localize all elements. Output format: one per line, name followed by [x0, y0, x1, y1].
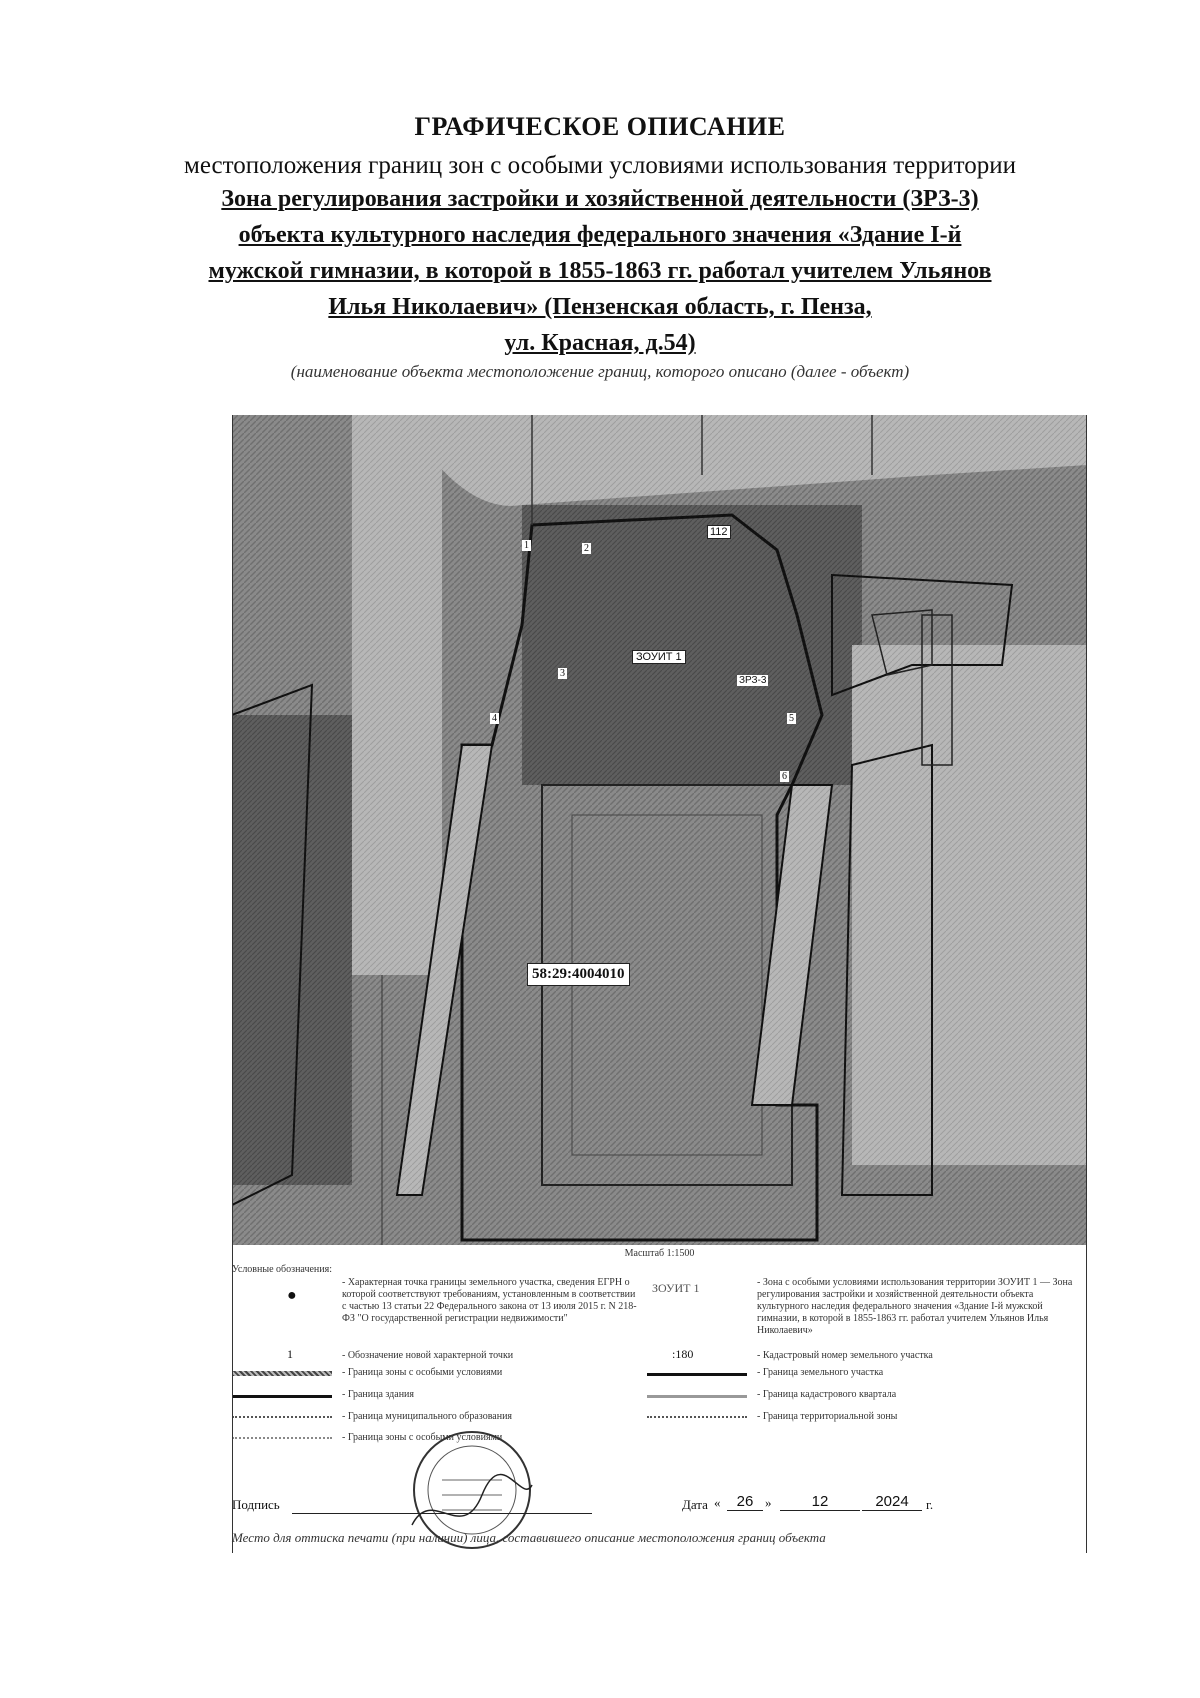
- legend-hatch-symbol: [232, 1371, 332, 1376]
- map-scale: Масштаб 1:1500: [624, 1248, 695, 1259]
- object-name-line-2: объекта культурного наследия федерального значения «Здание I-й: [238, 222, 962, 248]
- legend-quarter-symbol: [647, 1395, 747, 1398]
- legend-dotted-symbol: [232, 1416, 332, 1418]
- legend-thick-symbol: [232, 1395, 332, 1398]
- document-title: ГРАФИЧЕСКОЕ ОПИСАНИЕ: [414, 112, 786, 141]
- legend-cadnum-symbol: :180: [672, 1347, 694, 1361]
- legend-left-4-text: - Граница здания: [342, 1389, 415, 1400]
- point-label-2: 2: [584, 543, 589, 554]
- legend-left-6-text: - Граница зоны с особыми условиями: [342, 1432, 503, 1443]
- legend-point-symbol: 1: [287, 1347, 293, 1361]
- document-subtitle: местоположения границ зон с особыми условиями использования территории: [184, 152, 1016, 179]
- object-name-line-5: ул. Красная, д.54): [504, 330, 696, 356]
- zouit-label: ЗОУИТ 1: [632, 650, 686, 664]
- left-trees: [232, 715, 352, 1185]
- object-name-line-1: Зона регулирования застройки и хозяйственной деятельности (ЗРЗ-3): [221, 186, 979, 212]
- legend-right-2-text: - Кадастровый номер земельного участка: [757, 1350, 933, 1361]
- signature-label: Подпись: [232, 1497, 280, 1512]
- date-label: Дата: [682, 1497, 708, 1512]
- legend-right-4-text: - Граница кадастрового квартала: [757, 1389, 897, 1400]
- cadastral-quarter-label: 58:29:4004010: [527, 963, 630, 986]
- legend-right-1-text: - Зона с особыми условиями использования территории ЗОУИТ 1 — Зона регулирования застройки и хозяйственной деятельности объекта культурного наследия федерального значения «Здание I-й мужской гимназии, в которой в 1855-1863 гг. работал учителем Ульянов Илья Николаевич»: [757, 1277, 1073, 1336]
- parcel-number-label: 112: [707, 525, 731, 539]
- legend-terr-symbol: [647, 1416, 747, 1418]
- legend-right-3-text: - Граница земельного участка: [757, 1367, 884, 1378]
- point-label-4: 4: [492, 713, 497, 724]
- date-year-suffix: г.: [926, 1497, 934, 1512]
- point-label-6: 6: [782, 771, 787, 782]
- stamp-place-note: Место для оттиска печати (при наличии) лица, составившего описание местоположения границ объекта: [232, 1530, 826, 1545]
- signature-line: [292, 1513, 592, 1514]
- legend-left-1-text: - Характерная точка границы земельного участка, сведения ЕГРН о которой соответствуют требованиям, установленным в соответствии с частью 13 статьи 22 Федерального закона от 13 июля 2015 г. N 218-ФЗ "О государственной регистрации недвижимости": [342, 1277, 637, 1324]
- object-name-note: (наименование объекта местоположение границ, которого описано (далее - объект): [290, 362, 910, 381]
- legend-right-5-text: - Граница территориальной зоны: [757, 1411, 898, 1422]
- object-name-line-3: мужской гимназии, в которой в 1855-1863 гг. работал учителем Ульянов: [208, 258, 992, 284]
- legend-parcel-symbol: [647, 1373, 747, 1376]
- date-year: 2024: [862, 1493, 922, 1511]
- object-name-line-4: Илья Николаевич» (Пензенская область, г. Пенза,: [328, 294, 872, 320]
- date-day: 26: [727, 1493, 763, 1511]
- date-month: 12: [780, 1493, 860, 1511]
- point-label-5: 5: [789, 713, 794, 724]
- legend-left-3-text: - Граница зоны с особыми условиями: [342, 1367, 503, 1378]
- legend-left-5-text: - Граница муниципального образования: [342, 1411, 513, 1422]
- legend-dotted2-symbol: [232, 1437, 332, 1439]
- right-buildings: [852, 645, 1087, 1165]
- plan-sheet: ЗОУИТ 1 ЗРЗ-3 112 58:29:4004010 1 2 3 4 5 6 Масштаб 1:1500 Условные обозначения: ● - Характерная точка границы земельного участка, сведения ЕГРН о которой соответствуют требованиям, установленным в соответствии с частью 13 статьи 22 Федерального закона от 13 июля 2015 г. N 218-ФЗ "О государственной регистрации недвижимости" 1 - Обозначение новой характерной точки - Граница зоны с особыми условиями - Граница здания - Граница муниципального образования - Граница зоны с особыми условиями ЗОУИТ 1 - Зона с особыми условиями использования территории ЗОУИТ 1 — Зона регулирования застройки и хозяйственной деятельности объекта культурного наследия федерального значения «Здание I-й мужской гимназии, в которой в 1855-1863 гг. работал учителем Ульянов Илья Николаевич» :180 - Кадастровый номер земельного участка - Граница земельного участка - Граница кадастрового квартала - Граница территориальной зоны Подпись Дата « 26 » 12 2024 г. Место для оттиска печати (при наличии) лица, составившего описание местоположения границ объекта: [232, 415, 1087, 1555]
- legend-heading: Условные обозначения:: [232, 1264, 333, 1275]
- cadastral-map: [232, 415, 1087, 1555]
- legend-zouit-symbol: ЗОУИТ 1: [652, 1281, 700, 1295]
- zrz-label: ЗРЗ-3: [739, 675, 767, 686]
- point-label-3: 3: [560, 668, 565, 679]
- point-label-1: 1: [524, 540, 529, 551]
- legend-left-2-text: - Обозначение новой характерной точки: [342, 1350, 514, 1361]
- street-left: [352, 415, 442, 975]
- legend-dot-symbol: ●: [287, 1287, 297, 1304]
